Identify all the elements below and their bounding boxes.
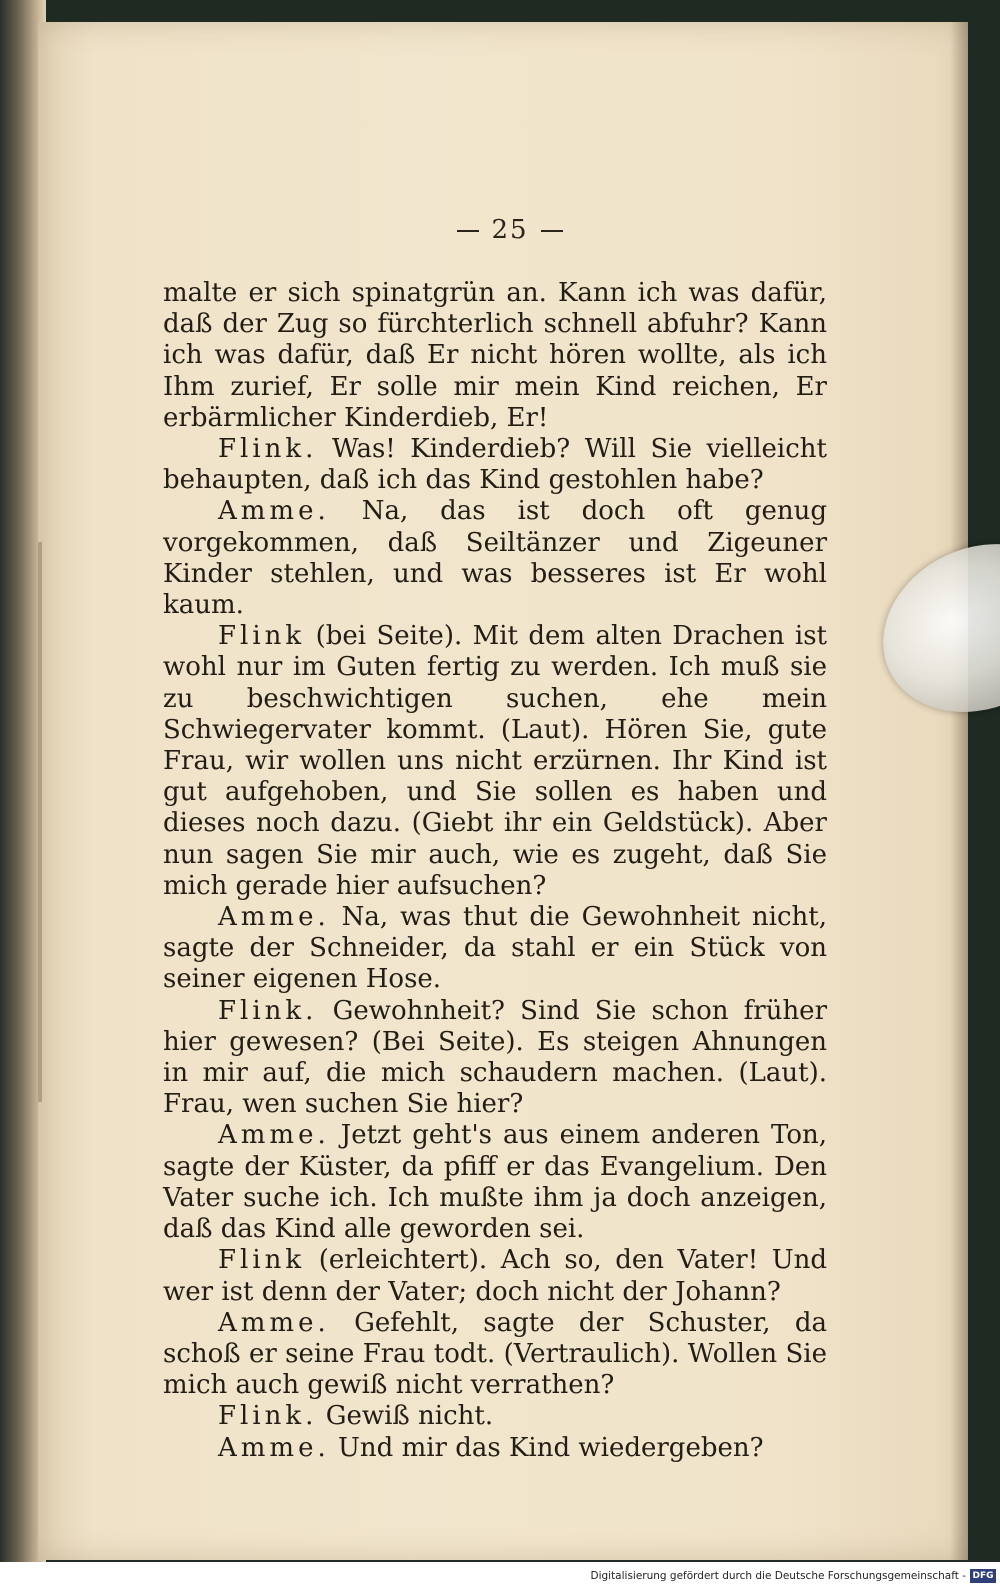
continued-paragraph: malte er sich spinatgrün an. Kann ich was dafür, daß der Zug so fürchterlich schnell abfuhr? Kann ich was dafür, daß Er nicht hören wollte, als ich Ihm zurief, Er solle mir mein Kind reichen, Er erbärmlicher Kinderdieb, Er!	[163, 278, 827, 433]
book-page	[38, 22, 968, 1560]
speaker-name: Amme.	[218, 496, 330, 527]
dialogue-line	[163, 496, 827, 621]
dialogue-line	[163, 1433, 827, 1464]
dialogue-text: Was! Kinderdieb? Will Sie vielleicht behaupten, daß ich das Kind gestohlen habe?	[163, 434, 827, 496]
body-text	[163, 278, 827, 1464]
dialogue-line	[163, 1308, 827, 1402]
dialogue-text: Und mir das Kind wiedergeben?	[338, 1432, 764, 1463]
dialogue-line	[163, 434, 827, 496]
speaker-name: Flink.	[218, 434, 318, 465]
dialogue-text: Na, das ist doch oft genug vorgekommen, daß Seiltänzer und Zigeuner Kinder stehlen, und was besseres ist Er wohl kaum.	[163, 496, 828, 621]
speaker-name: Flink	[218, 621, 306, 652]
dialogue-text: (erleichtert). Ach so, den Vater! Und wer ist denn der Vater; doch nicht der Johann?	[163, 1245, 828, 1307]
dfg-logo: DFG	[970, 1569, 996, 1583]
dialogue-text: Gefehlt, sagte der Schuster, da schoß er seine Frau todt. (Vertraulich). Wollen Sie mich auch gewiß nicht verrathen?	[163, 1307, 828, 1401]
footer-bar	[0, 1562, 1000, 1587]
dialogue-line	[163, 1401, 827, 1432]
dialogue-text: Gewiß nicht.	[325, 1401, 494, 1432]
dialogue-line	[163, 1245, 827, 1307]
dialogue-line	[163, 902, 827, 996]
dialogue-line	[163, 1120, 827, 1245]
dialogue-text: (bei Seite). Mit dem alten Drachen ist wohl nur im Guten fertig zu werden. Ich muß sie zu beschwichtigen suchen, ehe mein Schwiegervater kommt. (Laut). Hören Sie, gute Frau, wir wollen uns nicht erzürnen. Ihr Kind ist gut aufgehoben, und Sie sollen es haben und dieses noch dazu. (Giebt ihr ein Geldstück). Aber nun sagen Sie mir auch, wie es zugeht, daß Sie mich gerade hier aufsuchen?	[163, 621, 828, 901]
dialogue-line	[163, 621, 827, 902]
page-edge-shadow	[950, 22, 968, 1560]
speaker-name: Amme.	[218, 1120, 330, 1151]
dialogue-line	[163, 996, 827, 1121]
binding-shadow	[38, 542, 42, 1102]
speaker-name: Flink.	[218, 995, 318, 1026]
speaker-name: Flink.	[218, 1401, 318, 1432]
speaker-name: Amme.	[218, 902, 330, 933]
dialogue-text: Na, was thut die Gewohnheit nicht, sagte der Schneider, da stahl er ein Stück von seiner eigenen Hose.	[163, 902, 828, 995]
page-number	[45, 215, 975, 245]
speaker-name: Amme.	[218, 1432, 330, 1463]
dialogue-text: Jetzt geht's aus einem anderen Ton, sagte der Küster, da pfiff er das Evangelium. Den Vater suche ich. Ich mußte ihm ja doch anzeigen, daß das Kind alle geworden sei.	[163, 1120, 828, 1245]
footer-credit: Digitalisierung gefördert durch die Deutsche Forschungsgemeinschaft -	[590, 1570, 966, 1582]
page-number-dash-right	[541, 230, 563, 232]
page-number-value: 25	[491, 215, 529, 245]
speaker-name: Flink	[218, 1245, 306, 1276]
dialogue-text: Gewohnheit? Sind Sie schon früher hier gewesen? (Bei Seite). Es steigen Ahnungen in mir auf, die mich schaudern machen. (Laut). Frau, wen suchen Sie hier?	[163, 995, 828, 1120]
speaker-name: Amme.	[218, 1307, 330, 1338]
page-number-dash-left	[457, 230, 479, 232]
